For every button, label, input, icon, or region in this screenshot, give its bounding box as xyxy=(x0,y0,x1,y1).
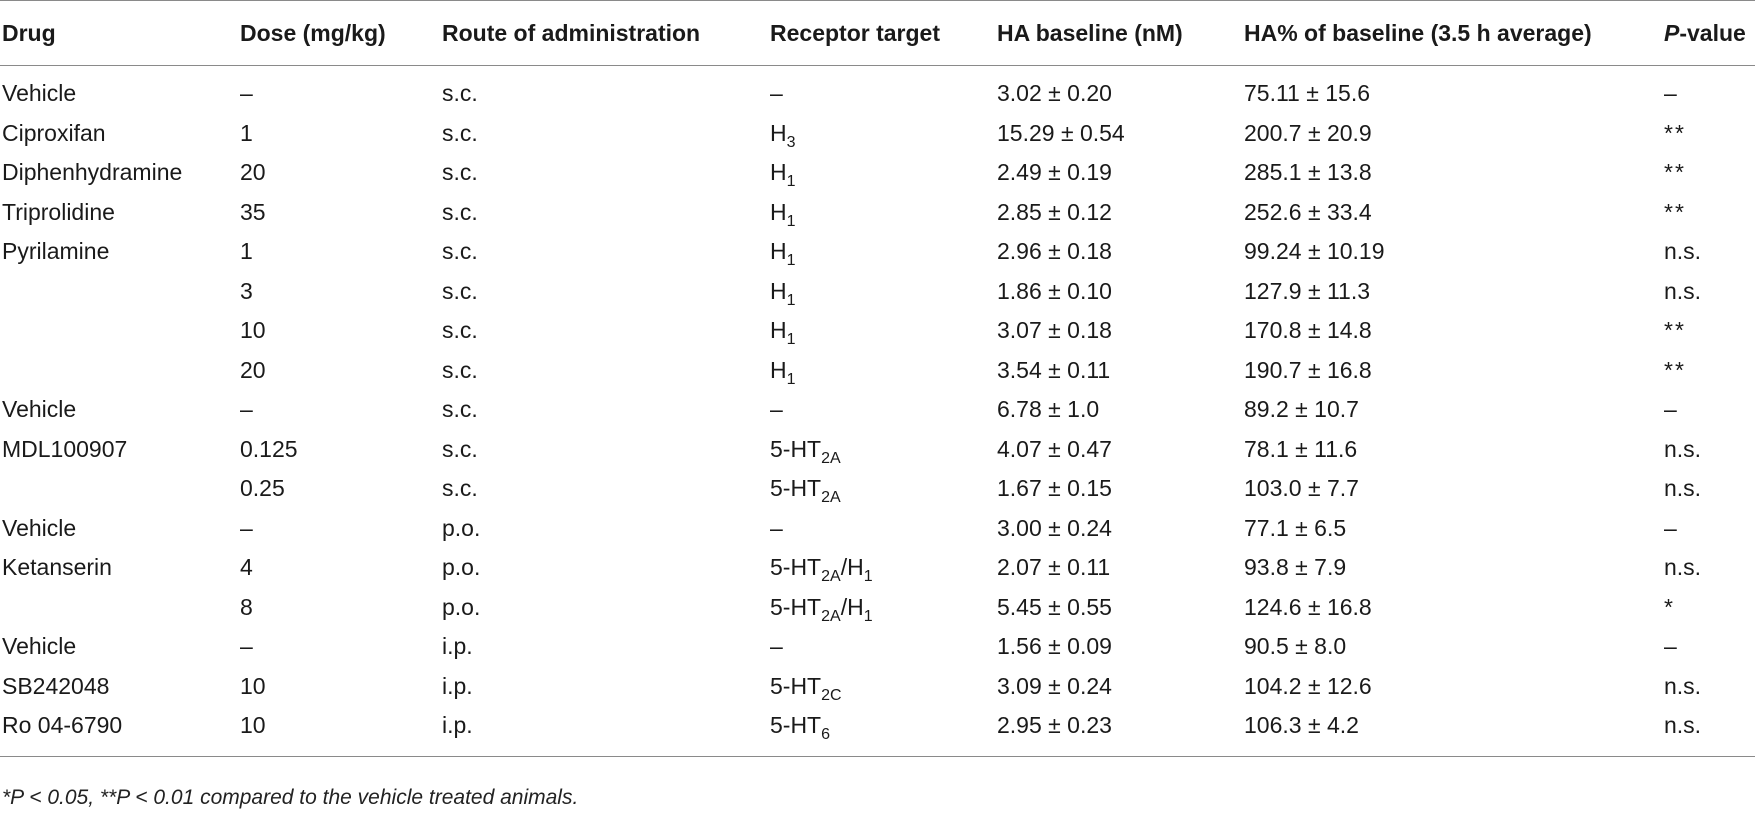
receptor-sub: 2A xyxy=(821,607,841,625)
cell-percent: 75.11 ± 15.6 xyxy=(1244,80,1371,107)
cell-dose: 10 xyxy=(238,706,440,756)
table-row xyxy=(0,114,1755,154)
cell-baseline: 2.96 ± 0.18 xyxy=(997,238,1112,265)
header-pvalue-italic: P xyxy=(1664,19,1680,46)
receptor-sub2: 1 xyxy=(863,607,873,625)
table-row xyxy=(0,706,1755,756)
cell-receptor xyxy=(768,232,995,272)
table-row xyxy=(0,588,1755,628)
cell-drug: MDL100907 xyxy=(2,435,128,462)
cell-drug: Pyrilamine xyxy=(2,238,110,265)
receptor-main: H xyxy=(770,238,787,265)
cell-dose: 1 xyxy=(240,238,253,265)
receptor-main: 5-HT xyxy=(770,475,822,502)
receptor-sub: 2A xyxy=(821,489,841,507)
cell-receptor xyxy=(768,114,995,154)
cell-receptor xyxy=(768,311,995,351)
header-row xyxy=(0,1,1755,66)
receptor-main: – xyxy=(770,633,783,660)
receptor-sub: 1 xyxy=(786,331,796,349)
cell-dose: 35 xyxy=(240,198,266,225)
cell-receptor xyxy=(768,390,995,430)
cell-percent: 104.2 ± 12.6 xyxy=(1244,672,1372,699)
cell-baseline: 4.07 ± 0.47 xyxy=(997,435,1112,462)
header-pvalue xyxy=(1662,1,1755,66)
cell-pvalue: n.s. xyxy=(1664,475,1702,502)
table-row xyxy=(0,193,1755,233)
cell-dose: 0.25 xyxy=(240,475,285,502)
cell-route: i.p. xyxy=(442,672,473,699)
cell-pvalue: – xyxy=(1664,80,1677,107)
cell-pvalue: n.s. xyxy=(1664,435,1702,462)
table-row xyxy=(0,390,1755,430)
cell-baseline: 1.86 ± 0.10 xyxy=(997,277,1112,304)
cell-drug xyxy=(0,588,238,628)
cell-drug: Ketanserin xyxy=(2,554,112,581)
cell-drug: Triprolidine xyxy=(2,198,115,225)
cell-drug xyxy=(0,272,238,312)
cell-route: s.c. xyxy=(442,80,478,107)
cell-percent: 78.1 ± 11.6 xyxy=(1244,435,1358,462)
cell-dose: 8 xyxy=(240,593,253,620)
cell-dose: 0.125 xyxy=(240,435,298,462)
cell-baseline: 1.56 ± 0.09 xyxy=(997,633,1112,660)
cell-pvalue: n.s. xyxy=(1664,554,1702,581)
receptor-main: H xyxy=(770,356,787,383)
cell-receptor xyxy=(768,509,995,549)
cell-route: s.c. xyxy=(442,356,478,383)
cell-route: p.o. xyxy=(442,514,481,541)
cell-pvalue: – xyxy=(1664,633,1677,660)
cell-drug: Ciproxifan xyxy=(2,119,106,146)
cell-drug: Vehicle xyxy=(2,514,77,541)
cell-percent: 170.8 ± 14.8 xyxy=(1244,317,1372,344)
cell-baseline: 2.85 ± 0.12 xyxy=(997,198,1112,225)
cell-drug: Diphenhydramine xyxy=(2,159,183,186)
cell-route: s.c. xyxy=(442,396,478,423)
table-row xyxy=(0,232,1755,272)
table-row xyxy=(0,627,1755,667)
cell-percent: 99.24 ± 10.19 xyxy=(1244,238,1385,265)
cell-route: s.c. xyxy=(442,475,478,502)
cell-percent: 190.7 ± 16.8 xyxy=(1244,356,1372,383)
cell-route: s.c. xyxy=(442,159,478,186)
table-footnote: *P < 0.05, **P < 0.01 compared to the vehicle treated animals. xyxy=(2,786,579,809)
receptor-sub: 1 xyxy=(786,291,796,309)
receptor-sub: 1 xyxy=(786,252,796,270)
receptor-main: – xyxy=(770,80,783,107)
cell-route: s.c. xyxy=(442,238,478,265)
table-row xyxy=(0,351,1755,391)
cell-dose: 4 xyxy=(240,554,253,581)
header-receptor: Receptor target xyxy=(768,1,995,66)
cell-route: s.c. xyxy=(442,119,478,146)
receptor-main: – xyxy=(770,514,783,541)
cell-pvalue: n.s. xyxy=(1664,238,1702,265)
cell-baseline: 5.45 ± 0.55 xyxy=(997,593,1112,620)
cell-baseline: 1.67 ± 0.15 xyxy=(997,475,1112,502)
cell-baseline: 3.09 ± 0.24 xyxy=(997,672,1112,699)
cell-pvalue: ** xyxy=(1664,317,1686,344)
receptor-sub: 6 xyxy=(821,726,831,744)
receptor-main: 5-HT xyxy=(770,672,822,699)
cell-receptor xyxy=(768,706,995,756)
cell-dose: 20 xyxy=(240,356,266,383)
header-pvalue-rest: -value xyxy=(1679,19,1746,46)
cell-baseline: 3.07 ± 0.18 xyxy=(997,317,1112,344)
cell-pvalue: * xyxy=(1664,593,1675,620)
cell-receptor xyxy=(768,588,995,628)
cell-route: p.o. xyxy=(442,554,481,581)
receptor-main: H xyxy=(770,198,787,225)
cell-baseline: 3.54 ± 0.11 xyxy=(997,356,1111,383)
table-row xyxy=(0,430,1755,470)
receptor-main: H xyxy=(770,277,787,304)
cell-drug: SB242048 xyxy=(2,672,110,699)
cell-receptor xyxy=(768,667,995,707)
receptor-sub: 1 xyxy=(786,212,796,230)
receptor-sub: 2C xyxy=(821,686,842,704)
cell-baseline: 2.95 ± 0.23 xyxy=(995,706,1242,756)
header-percent: HA% of baseline (3.5 h average) xyxy=(1242,1,1662,66)
receptor-main: H xyxy=(770,119,787,146)
cell-drug xyxy=(0,351,238,391)
cell-pvalue: ** xyxy=(1664,159,1686,186)
cell-percent: 127.9 ± 11.3 xyxy=(1244,277,1371,304)
cell-percent: 103.0 ± 7.7 xyxy=(1244,475,1359,502)
table-body xyxy=(0,66,1755,757)
cell-route: i.p. xyxy=(442,633,473,660)
receptor-main: 5-HT xyxy=(770,554,822,581)
cell-route: i.p. xyxy=(440,706,768,756)
table-row xyxy=(0,272,1755,312)
header-dose: Dose (mg/kg) xyxy=(238,1,440,66)
cell-percent: 77.1 ± 6.5 xyxy=(1244,514,1347,541)
cell-baseline: 15.29 ± 0.54 xyxy=(997,119,1125,146)
cell-baseline: 6.78 ± 1.0 xyxy=(997,396,1100,423)
table-header xyxy=(0,1,1755,66)
cell-pvalue: – xyxy=(1664,396,1677,423)
cell-receptor xyxy=(768,351,995,391)
cell-drug: Vehicle xyxy=(2,633,77,660)
cell-dose: 3 xyxy=(240,277,253,304)
cell-pvalue: ** xyxy=(1664,356,1686,383)
table-row xyxy=(0,667,1755,707)
cell-dose: – xyxy=(240,80,253,107)
receptor-sub2: 1 xyxy=(863,568,873,586)
receptor-sub: 3 xyxy=(786,133,796,151)
receptor-main: 5-HT xyxy=(770,712,822,739)
cell-dose: – xyxy=(240,633,253,660)
cell-receptor xyxy=(768,430,995,470)
cell-receptor xyxy=(768,272,995,312)
cell-drug: Ro 04-6790 xyxy=(0,706,238,756)
receptor-main: – xyxy=(770,396,783,423)
receptor-tail: /H xyxy=(840,554,864,581)
table-row xyxy=(0,153,1755,193)
cell-dose: 1 xyxy=(240,119,253,146)
receptor-sub: 1 xyxy=(786,173,796,191)
cell-receptor xyxy=(768,66,995,114)
table-row xyxy=(0,66,1755,114)
cell-route: s.c. xyxy=(442,435,478,462)
receptor-sub: 2A xyxy=(821,449,841,467)
cell-baseline: 2.49 ± 0.19 xyxy=(997,159,1112,186)
receptor-main: H xyxy=(770,317,787,344)
cell-baseline: 3.00 ± 0.24 xyxy=(997,514,1112,541)
cell-dose: 20 xyxy=(240,159,266,186)
header-route: Route of administration xyxy=(440,1,768,66)
cell-drug: Vehicle xyxy=(2,80,77,107)
cell-pvalue: ** xyxy=(1664,198,1686,225)
cell-pvalue: n.s. xyxy=(1662,706,1755,756)
cell-dose: 10 xyxy=(240,317,266,344)
receptor-tail: /H xyxy=(840,593,864,620)
cell-percent: 89.2 ± 10.7 xyxy=(1244,396,1359,423)
cell-receptor xyxy=(768,193,995,233)
table-row xyxy=(0,311,1755,351)
cell-pvalue: ** xyxy=(1664,119,1686,146)
receptor-main: H xyxy=(770,159,787,186)
cell-dose: – xyxy=(240,514,253,541)
cell-drug: Vehicle xyxy=(2,396,77,423)
cell-route: s.c. xyxy=(442,198,478,225)
cell-drug xyxy=(0,311,238,351)
cell-percent: 90.5 ± 8.0 xyxy=(1244,633,1347,660)
cell-dose: – xyxy=(240,396,253,423)
table-row xyxy=(0,509,1755,549)
cell-percent: 252.6 ± 33.4 xyxy=(1244,198,1372,225)
cell-drug xyxy=(0,469,238,509)
cell-route: s.c. xyxy=(442,277,478,304)
table-row xyxy=(0,469,1755,509)
cell-receptor xyxy=(768,469,995,509)
cell-receptor xyxy=(768,627,995,667)
receptor-sub: 1 xyxy=(786,370,796,388)
cell-percent: 106.3 ± 4.2 xyxy=(1242,706,1662,756)
receptor-main: 5-HT xyxy=(770,593,822,620)
cell-receptor xyxy=(768,153,995,193)
receptor-sub: 2A xyxy=(821,568,841,586)
cell-pvalue: n.s. xyxy=(1664,672,1702,699)
cell-route: p.o. xyxy=(442,593,481,620)
cell-percent: 285.1 ± 13.8 xyxy=(1244,159,1372,186)
receptor-main: 5-HT xyxy=(770,435,822,462)
cell-percent: 93.8 ± 7.9 xyxy=(1244,554,1347,581)
header-drug: Drug xyxy=(0,1,238,66)
cell-percent: 124.6 ± 16.8 xyxy=(1244,593,1372,620)
table-row xyxy=(0,548,1755,588)
cell-pvalue: – xyxy=(1664,514,1677,541)
header-baseline: HA baseline (nM) xyxy=(995,1,1242,66)
cell-receptor xyxy=(768,548,995,588)
cell-dose: 10 xyxy=(240,672,266,699)
cell-pvalue: n.s. xyxy=(1664,277,1702,304)
cell-baseline: 2.07 ± 0.11 xyxy=(997,554,1111,581)
cell-percent: 200.7 ± 20.9 xyxy=(1244,119,1372,146)
cell-baseline: 3.02 ± 0.20 xyxy=(997,80,1112,107)
cell-route: s.c. xyxy=(442,317,478,344)
